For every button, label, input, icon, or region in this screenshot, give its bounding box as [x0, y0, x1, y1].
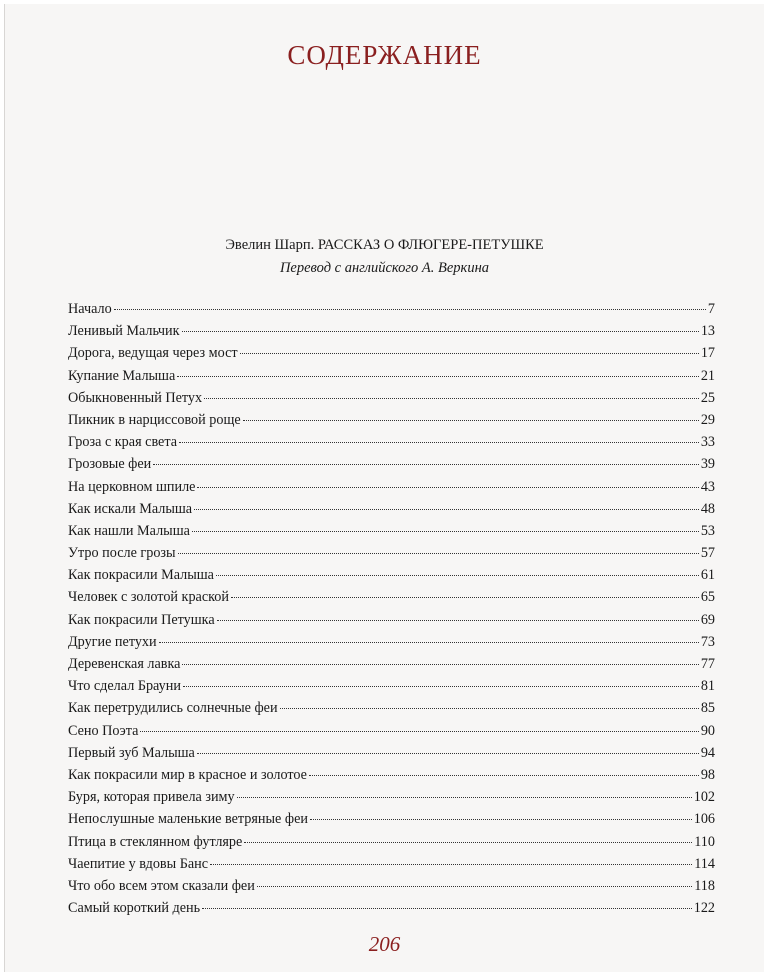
toc-dot-leader	[194, 509, 699, 510]
toc-entry-page: 85	[700, 700, 715, 717]
toc-entry-page: 21	[700, 367, 715, 384]
toc-entry-title: Человек с золотой краской	[68, 589, 229, 606]
toc-entry-page: 106	[693, 811, 715, 828]
toc-entry[interactable]	[68, 878, 715, 900]
toc-entry-page: 39	[700, 456, 715, 473]
toc-dot-leader	[153, 464, 699, 465]
toc-entry-title: Как перетрудились солнечные феи	[68, 700, 278, 717]
toc-entry[interactable]	[68, 345, 715, 367]
toc-entry-page: 102	[693, 789, 715, 806]
toc-entry-page: 110	[694, 833, 715, 850]
toc-entry[interactable]	[68, 789, 715, 811]
toc-entry-title: На церковном шпиле	[68, 478, 196, 495]
toc-entry[interactable]	[68, 856, 715, 878]
toc-dot-leader	[159, 642, 699, 643]
toc-entry-page: 25	[700, 389, 715, 406]
toc-dot-leader	[240, 353, 699, 354]
toc-dot-leader	[179, 442, 699, 443]
toc-entry-title: Деревенская лавка	[68, 656, 181, 672]
toc-entry-title: Обыкновенный Петух	[68, 389, 203, 406]
toc-dot-leader	[243, 420, 699, 421]
toc-entry-page: 53	[700, 522, 715, 539]
page-title: СОДЕРЖАНИЕ	[287, 40, 482, 70]
toc-entry-title: Утро после грозы	[68, 545, 176, 562]
toc-entry-page: 69	[700, 611, 715, 628]
translation-credit: Перевод с английского А. Веркина	[279, 260, 490, 276]
toc-entry-title: Гроза с края света	[68, 434, 178, 451]
toc-entry-title: Что сделал Брауни	[68, 678, 181, 695]
toc-entry[interactable]	[68, 479, 715, 501]
toc-entry-page: 48	[700, 500, 715, 517]
toc-dot-leader	[182, 664, 698, 665]
author-name: Эвелин Шарп.	[225, 237, 315, 253]
toc-entry-title: Купание Малыша	[68, 367, 176, 384]
toc-entry[interactable]	[68, 767, 715, 789]
toc-entry-page: 73	[700, 633, 715, 650]
toc-entry-title: Непослушные маленькие ветряные феи	[68, 811, 308, 828]
toc-dot-leader	[216, 575, 699, 576]
toc-dot-leader	[217, 620, 699, 621]
toc-dot-leader	[310, 819, 692, 820]
toc-entry[interactable]	[68, 323, 715, 345]
toc-entry-page: 65	[700, 589, 715, 606]
toc-entry[interactable]	[68, 412, 715, 434]
toc-dot-leader	[197, 753, 699, 754]
toc-entry-page: 57	[700, 545, 715, 562]
toc-entry[interactable]	[68, 612, 715, 634]
toc-entry[interactable]	[68, 368, 715, 390]
toc-entry-title: Пикник в нарциссовой роще	[68, 411, 241, 428]
toc-entry-title: Другие петухи	[68, 633, 157, 650]
toc-entry-title: Что обо всем этом сказали феи	[68, 877, 255, 894]
toc-entry-page: 43	[700, 478, 715, 495]
page-number: 206	[368, 932, 401, 956]
toc-entry-title: Как покрасили мир в красное и золотое	[68, 766, 307, 783]
toc-entry-title: Грозовые феи	[68, 456, 152, 473]
toc-entry-title: Как нашли Малыша	[68, 522, 190, 539]
toc-entry-page: 94	[700, 744, 715, 761]
table-of-contents	[68, 301, 715, 922]
toc-dot-leader	[183, 686, 699, 687]
toc-entry-title: Сено Поэта	[68, 722, 139, 739]
toc-entry[interactable]	[68, 456, 715, 478]
book-title: РАССКАЗ О ФЛЮГЕРЕ-ПЕТУШКЕ	[317, 237, 544, 253]
toc-entry-page: 17	[700, 345, 715, 362]
toc-dot-leader	[257, 886, 692, 887]
toc-entry[interactable]	[68, 900, 715, 922]
toc-dot-leader	[140, 731, 698, 732]
toc-dot-leader	[114, 309, 706, 310]
toc-entry[interactable]	[68, 745, 715, 767]
toc-entry-title: Дорога, ведущая через мост	[68, 345, 238, 362]
toc-entry[interactable]	[68, 634, 715, 656]
toc-entry-page: 90	[700, 722, 715, 739]
toc-entry-page: 98	[700, 766, 715, 783]
toc-dot-leader	[244, 842, 692, 843]
toc-entry-title: Птица в стеклянном футляре	[68, 833, 243, 850]
toc-entry-page: 81	[700, 678, 715, 695]
toc-entry[interactable]	[68, 301, 715, 323]
toc-entry[interactable]	[68, 390, 715, 412]
toc-entry-title: Как покрасили Петушка	[68, 611, 215, 628]
toc-entry-title: Чаепитие у вдовы Банс	[68, 855, 209, 872]
toc-dot-leader	[202, 908, 692, 909]
toc-entry[interactable]	[68, 545, 715, 567]
toc-dot-leader	[178, 553, 699, 554]
toc-entry[interactable]	[68, 656, 715, 678]
book-page	[4, 4, 764, 972]
toc-entry-title: Как искали Малыша	[68, 500, 193, 517]
toc-entry-page: 122	[693, 900, 715, 917]
toc-entry-title: Начало	[68, 301, 112, 317]
toc-entry-page: 33	[700, 434, 715, 451]
toc-entry-title: Ленивый Мальчик	[68, 323, 180, 340]
toc-dot-leader	[309, 775, 699, 776]
toc-entry-title: Буря, которая привела зиму	[68, 789, 235, 806]
toc-entry[interactable]	[68, 678, 715, 700]
toc-dot-leader	[182, 331, 699, 332]
toc-entry-title: Первый зуб Малыша	[68, 744, 195, 761]
toc-entry-page: 61	[700, 567, 715, 584]
toc-dot-leader	[177, 376, 699, 377]
toc-dot-leader	[192, 531, 699, 532]
toc-entry[interactable]	[68, 811, 715, 833]
toc-dot-leader	[237, 797, 692, 798]
toc-dot-leader	[210, 864, 692, 865]
toc-dot-leader	[204, 398, 699, 399]
toc-entry-page: 13	[700, 323, 715, 340]
toc-dot-leader	[280, 708, 699, 709]
book-header	[5, 237, 764, 254]
toc-entry[interactable]	[68, 723, 715, 745]
toc-entry[interactable]	[68, 434, 715, 456]
toc-entry[interactable]	[68, 567, 715, 589]
toc-entry[interactable]	[68, 700, 715, 722]
toc-dot-leader	[197, 487, 698, 488]
toc-entry-page: 114	[694, 855, 715, 872]
toc-entry[interactable]	[68, 523, 715, 545]
toc-entry[interactable]	[68, 834, 715, 856]
toc-entry-page: 77	[700, 656, 715, 672]
toc-entry[interactable]	[68, 501, 715, 523]
toc-entry-title: Самый короткий день	[68, 900, 201, 917]
toc-entry[interactable]	[68, 589, 715, 611]
toc-dot-leader	[231, 597, 699, 598]
toc-entry-page: 118	[694, 877, 715, 894]
toc-entry-page: 29	[700, 411, 715, 428]
toc-entry-page: 7	[707, 301, 715, 317]
toc-entry-title: Как покрасили Малыша	[68, 567, 214, 584]
